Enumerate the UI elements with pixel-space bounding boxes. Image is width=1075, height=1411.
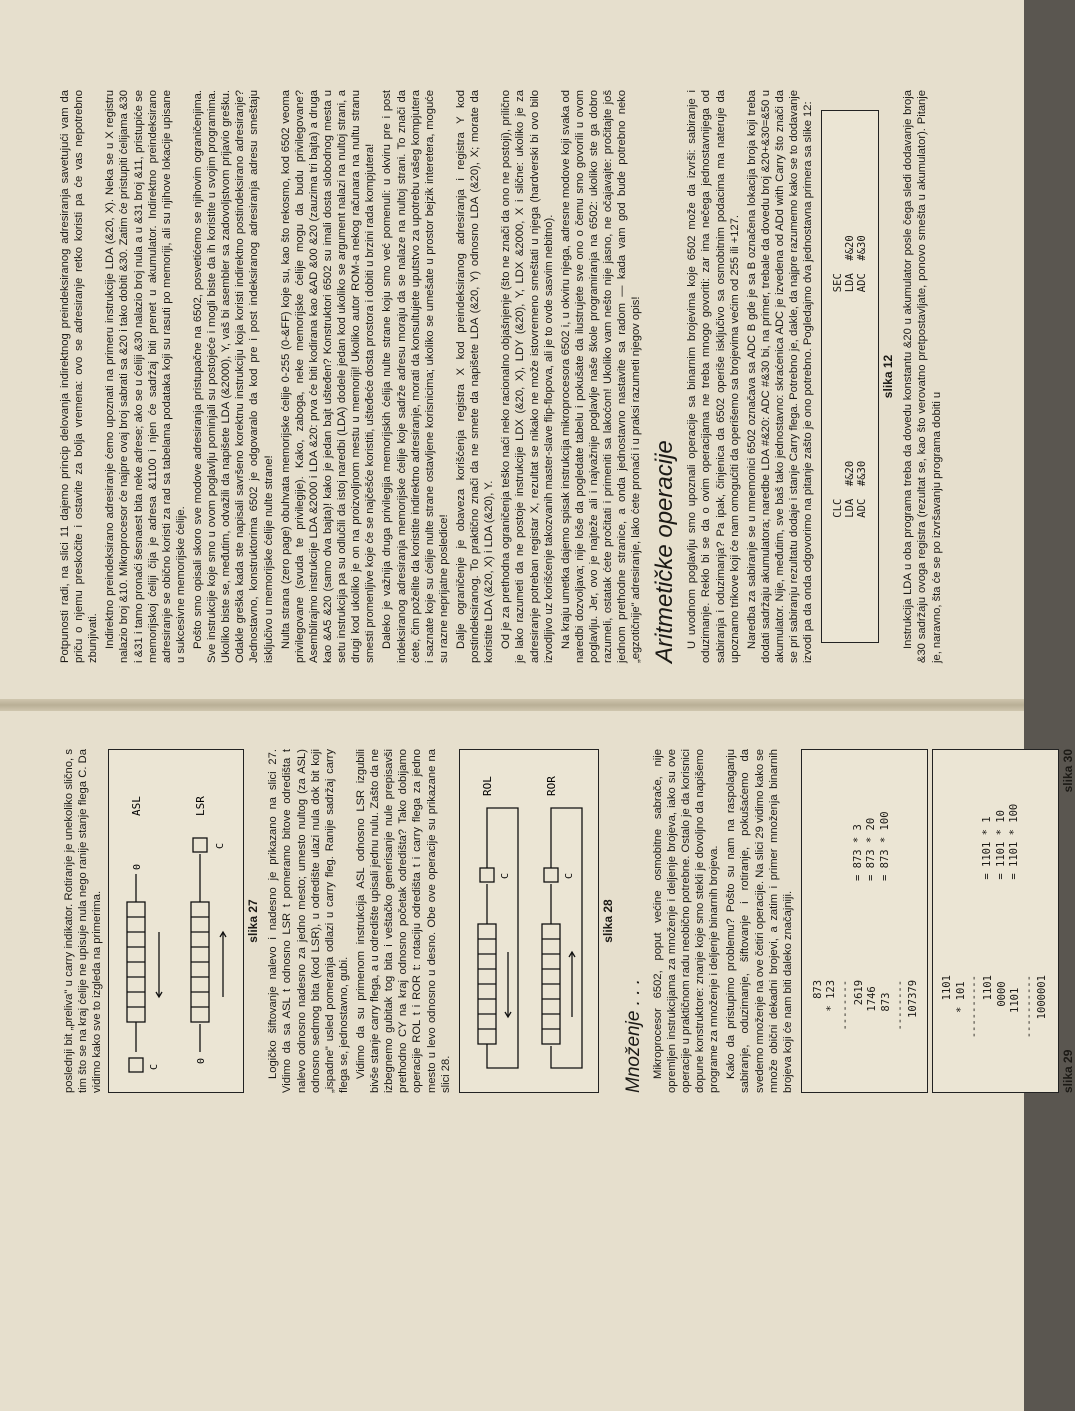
figure-28-box <box>459 749 599 1093</box>
preindexed-paragraph: Indirektno preindeksirano adresiranje ćemo upoznati na primeru instrukcije LDA (&20, X). Neka se u X registru nalazio broj &10. Mikroprocesor će najpre ovaj broj sabrati sa &20 i tako dobiti &30. Zatim će pristupiti ćelijama &30 i &31 i tamo pronaći šesnaest bita neke adrese; ako se u ćeliji &30 nalazio broj nula a u &31 broj &11, pristupiće se memorijskoj ćeliji čija je adresa &1100 i njen će sadržaj biti prenet u akumulator. Indirektno preindeksirano adresiranje se obično koristi za rad sa tabelama podataka koji su rasuti po memoriji, ali su njihove lokacije upisane u sukcesivne memorijske ćelije. <box>104 90 187 663</box>
left-page <box>0 711 1075 1411</box>
zero-page-paragraph: Nulta strana (zero page) obuhvata memorijske ćelije 0-255 (0-&FF) koje su, kao što rekosmo, kod 6502 veoma privilegovane (svuda te privilegije). Kako, zaboga, neke memorijske ćelije mogu da budu privilegovane? Asemblirajmo instrukcije LDA &2000 i LDA &20: prva će biti kodirana kao &AD &00 &20 (zauzima tri bajta) a druga kao &A5 &20 (samo dva bajta)! kako je jedan bajt ušteđen? Konstruktori 6502 su imali dosta slobodnog mesta u setu instrukcija pa su odlučili da istoj naredbi (LDA) dodele jedan kod ukoliko se argument nalazi na nultoj strani, a drugi kod ukoliko je on na proizvoljnom mestu u memoriji! Ukoliko autor ROM-a nekog računara na nultu stranu smesti promenljive koje će se najčešće koristiti, ušteđeće dosta prostora i dobiti u brzini rada kompjutera! <box>279 90 377 663</box>
fig28-label-c-top: C <box>499 872 511 879</box>
program-sec: SEC LDA #&20 ADC #&30 <box>832 235 869 293</box>
decimal-work: 873 * 123 -------- 2619 1746 873 -------- 107379 <box>811 979 920 1031</box>
fig27-label-zero-bottom: 0 <box>196 1057 208 1064</box>
program-clc: CLC LDA #&20 ADC #&30 <box>832 460 869 518</box>
section-heading-mnozenje: Množenje . . . <box>622 978 644 1093</box>
shift-diagram <box>109 750 243 1092</box>
ldx-paragraph: Od je za prethodna ograničenja teško naći neko racionalno objašnjenje (što ne znači da ono ne postoji), prilično je lako razumeti da ne postoje instrukcije LDX (&20, X), LDY (&20), Y, LDX &2000, X i slične: ukoliko je za adresiranje potreban registar X, rezultat se nikako ne može istovremeno smeštati u njega (hardverski bi ovo bilo izvodljivo uz korišćenje takozvanih master-slave flip-flopova, ali je to ovde sasvim nebitno). <box>500 90 555 663</box>
section-heading-aritmeticke: Aritmetičke operacije <box>651 440 679 663</box>
figure-captions-29-30 <box>1061 749 1075 1093</box>
figure-12-caption: slika 12 <box>881 354 896 399</box>
lda-paragraph: Instrukcija LDA u oba programa treba da dovedu konstantu &20 u akumulator posle čega sledi dodavanje broja &30 sadržaju ovoga registra (rezultat se, kao što verovatno pretpostavljate, ponovo smešta u akumulator). Pitanje je, naravno, šta će se po izvršavanju programa dobiti u <box>902 90 943 663</box>
decimal-parts: = 873 * 3 = 873 * 20 = 873 * 100 <box>851 811 892 882</box>
decimal-multiplication <box>802 750 927 1092</box>
binary-multiplication <box>933 750 1058 1092</box>
figure-12-box <box>821 110 879 643</box>
fig28-label-rol: ROL <box>480 776 494 796</box>
fig28-label-c-bottom: C <box>563 872 575 879</box>
rotate-paragraph: Vidimo da su primenom instrukcija ASL odnosno LSR izgubili bivše stanje carry flega, a u odredište upisali jednu nulu. Zašto da ne izbegnemo gubitak tog bita i veštačko generisanje nule prepisavši prethodno CY na kraj odnosno početak odredišta? Tako dobijamo operacije ROL t i ROR t: rotaciju odredišta t i carry flega za jedno mesto u levo odnosno u desno. Obe ove operacije su prikazane na slici 28. <box>354 749 452 1093</box>
conclusion-paragraph: Na kraju umetka dajemo spisak instrukcija mikroprocesora 6502 i, u okviru njega, adresne modove koji svaka od naredbi dozvoljava; nije loše da pogledate tabelu i pokušate da ilustrujete sve ono o čemu smo govorili u ovom poglavlju. Jer, ovo je najteže ali i najvažnije poglavlje naše škole programiranja na 6502: ukoliko ste ga dobro razumeli, ostatak ćete pročitati i primeniti sa lakoćom! Ukoliko vam nešto nije jasno, ne očajavajte: pročitajte još jednom prethodne stranice, a onda jednostavno nastavite sa radom — kada vam god bude potrebno neko „egzotičnije" adresiranje, lako ćete pronaći i u praksi razumeti njegov opis! <box>559 90 643 663</box>
fig27-label-zero-top: 0 <box>132 863 144 870</box>
indexed-intro: Potpunosti radi, na slici 11 dajemo princip delovanja indirektnog preindeksiranog adresiranja savetujući vam da priču o njemu preskočite i ostavite za bolja vremena: ovo se adresiranje retko koristi pa će vas nepotrebno zbunjivati. <box>59 90 100 663</box>
figure-27-caption: slika 27 <box>246 899 261 943</box>
fig27-label-asl: ASL <box>130 796 144 816</box>
zero-page-privilege-paragraph: Daleko je važnija druga privilegija memorijskih ćelija nulte strane koju smo već pomenuli: u okviru pre i post indeksiranog adresiranja memorijske ćelije koje sadrže adresu moraju da se nalaze na nultoj strani. To znači da ćete, čim poželite da koristite indirektno adresiranje, morati da konsultujete uputstvo za upotrebu vašeg kompjutera i saznate koje su ćelije nulte strane ostavljene korisnicima; ukoliko se umešate u prostor bejzik interetera, moguće su razne neprijatne posledice! <box>381 90 450 663</box>
fig28-label-ror: ROR <box>544 776 558 796</box>
arithmetic-intro: U uvodnom poglavlju smo upoznali operacije sa binarnim brojevima koje 6502 može da izvrši: sabiranje i oduzimanje. Rekło bi se da o ovim operacijama ne treba mnogo govoriti: zar ima nečega jednostavnijega od sabiranja i oduzimanja? Pa ipak, činjenica da 6502 operiše isključivo sa osmobitnim podacima ma nateruje da upoznamo trikove koji će nam omogućiti da operišemo sa brojevima većim od 255 ili +127. <box>686 90 741 663</box>
adc-paragraph: Naredba za sabiranje se u mnemonici 6502 označava sa ADC B gde je sa B označena lokacija broja koji treba dodati sadržaju akumulatora; naredbe LDA #&20: ADC #&30 bi, na primer, trebale da dovedu broj &20+&30=&50 u akumulator. Nije, međutim, sve baš tako jednostavno: skraćenica ADC je izvedena od ADd with Carry što znači da se pri sabiranju rezultatu dodaje i stanje Carry flega. Potrebno je, dakle, da najpre razumemo kako se to dodavanje izvodi pa da onda odgovorimo na pitanje zašto je ono potrebno. Pogledajmo dva jednostavna primera sa slike 12: <box>745 90 815 663</box>
right-page <box>0 0 1024 699</box>
fig27-label-c-bottom: C <box>215 842 227 849</box>
fig27-label-c-top: C <box>149 1063 161 1070</box>
figure-27-box <box>108 749 244 1093</box>
multiplication-paragraph-1: Mikroprocesor 6502, poput većine osmobitne sabrače, nije opremljen instrukcijama za množenje i deljenje brojeva, iako su ove operacije u praktičnom radu neobično potrebne. Ostalo je da korisnici dopune konstruktore: znanje koje smo stekli je dovoljno da napišemo programe za množenje i deljenje binarnih brojeva. <box>651 749 721 1093</box>
figure-29-box <box>801 749 928 1093</box>
page-gutter <box>0 699 1024 711</box>
binary-work: 1101 * 101 ---------- 1101 0000 1101 ---------- 1000001 <box>940 975 1049 1039</box>
limitations-paragraph: Pošto smo opisali skoro sve modove adresiranja pristupačne na 6502, posvetićemo se njihovim ograničenjima. Sve instrukcije koje smo u ovom poglavlju pominjali su postojeće i mogli biste da ih koristite u svojim programima. Ukoliko biste se, međutim, odvažili da napišete LDA (&2000), Y, vaš bi asembler sa zadovoljstvom prijavio grešku. Odakle greška kada ste napisali savršeno korektnu instrukciju koja koristi indirektno postindeksirano adresiranje? Jednostavno, konstruktorima 6502 je odgovaralo da kod pre i post indeksiranog adresiranja adresu smeštaju isključivo u memorijske ćelije nulte strane! <box>191 90 275 663</box>
figures-29-30-row <box>932 749 1059 1093</box>
figure-29-caption: slika 29 <box>1061 1049 1075 1093</box>
shift-paragraph: Logičko šiftovanje nalevo i nadesno je prikazano na slici 27. Vidimo da sa ASL t odnosno LSR t pomeramo bitove odredišta t nalevo odnosno nadesno za jedno mesto; umesto nultog (za ASL) odnosno sedmog bita (kod LSR), u odredište ulazi nula dok bit koji „ispadne" usled pomeranja odlazi u carry fleg. Ranije sadržaj carry flega se, jednostavno, gubi. <box>267 749 350 1093</box>
intro-paragraph: poslednji bit „preliva" u carry indikator. Rotiranje je unekoliko slično, s tim što se na kraj ćelije ne upisuje nula nego ranije stanje flega C. Da vidimo kako sve to izgleda na primerima. <box>63 749 104 1093</box>
figure-28-caption: slika 28 <box>600 899 615 943</box>
rotate-diagram <box>460 750 598 1092</box>
fig27-label-lsr: LSR <box>194 796 208 816</box>
multiplication-paragraph-2: Kako da pristupimo problemu? Pošto su nam na raspolaganju sabiranje, oduzimanje, šiftovanje i rotiranje, pokušaćemo da svedemo množenje na ove četiri operacije. Na slici 29 vidimo kako se množe obični dekadni brojevi, a zatim i primer množenja binarnih brojeva koji će nam biti daleko značajniji. <box>725 749 794 1093</box>
binary-parts: = 1101 * 1 = 1101 * 10 = 1101 * 100 <box>980 803 1021 880</box>
register-restriction-paragraph: Dalje ograničenje je obaveza korišćenja registra X kod preindeksiranog adresiranja i registra Y kod postindeksiranog. To praktično znači da ne smete da napišete LDA (&20, Y) odnosno LDA (&20), X; morate da koristite LDA (&20, X) i LDA (&20), Y. <box>454 90 496 663</box>
figure-30-caption: slika 30 <box>1061 749 1075 793</box>
figure-29-binary-box <box>932 749 1059 1093</box>
